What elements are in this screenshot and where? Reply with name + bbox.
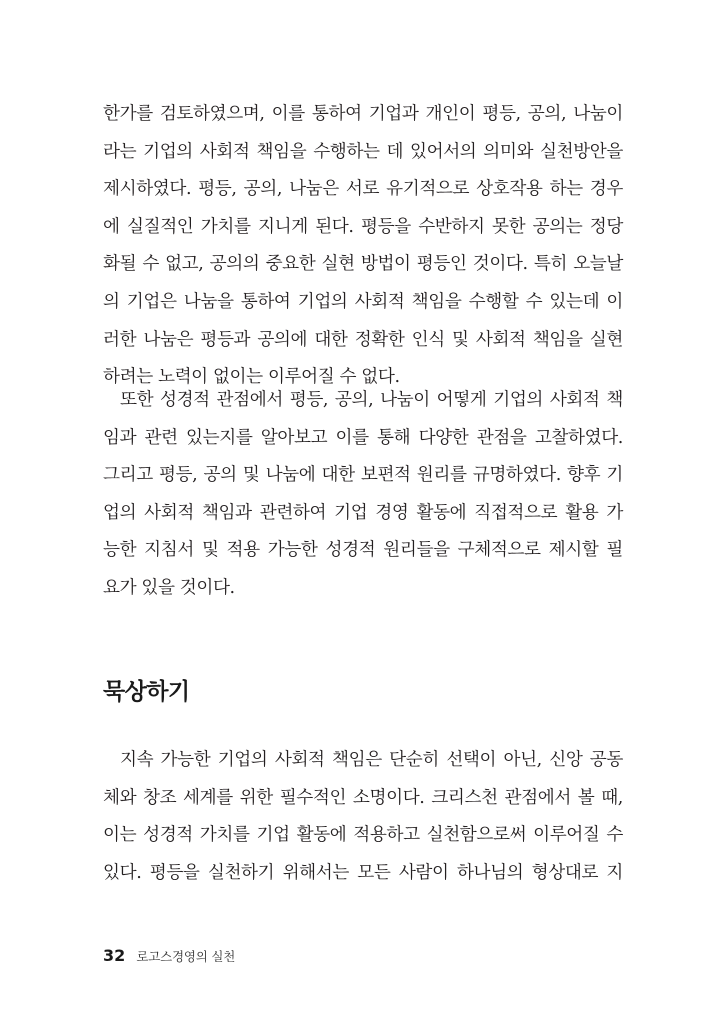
text-line: 있다. 평등을 실천하기 위해서는 모든 사람이 하나님의 형상대로 지 — [103, 862, 623, 883]
text-line: 의 기업은 나눔을 통하여 기업의 사회적 책임을 수행할 수 있는데 이 — [103, 291, 623, 312]
body-paragraph-1 — [103, 96, 623, 397]
text-line: 임과 관련 있는지를 알아보고 이를 통해 다양한 관점을 고찰하였다. — [103, 427, 623, 448]
text-line: 한가를 검토하였으며, 이를 통하여 기업과 개인이 평등, 공의, 나눔이 — [103, 104, 623, 124]
text-line: 또한 성경적 관점에서 평등, 공의, 나눔이 어떻게 기업의 사회적 책 — [120, 390, 623, 410]
text-line: 업의 사회적 책임과 관련하여 기업 경영 활동에 직접적으로 활용 가 — [103, 502, 623, 523]
page-number: 32 — [103, 946, 126, 965]
text-line: 능한 지침서 및 적용 가능한 성경적 원리들을 구체적으로 제시할 필 — [103, 540, 623, 561]
text-line: 체와 창조 세계를 위한 필수적인 소명이다. 크리스천 관점에서 볼 때, — [103, 787, 623, 808]
running-title: 로고스경영의 실천 — [136, 949, 236, 964]
body-paragraph-2 — [103, 382, 623, 608]
page-footer — [103, 944, 235, 968]
text-line: 화될 수 없고, 공의의 중요한 실현 방법이 평등인 것이다. 특히 오늘날 — [103, 254, 623, 275]
text-line: 그리고 평등, 공의 및 나눔에 대한 보편적 원리를 규명하였다. 향후 기 — [103, 465, 623, 486]
text-line: 러한 나눔은 평등과 공의에 대한 정확한 인식 및 사회적 책임을 실현 — [103, 329, 623, 350]
text-line: 에 실질적인 가치를 지니게 된다. 평등을 수반하지 못한 공의는 정당 — [103, 216, 623, 237]
text-line: 이는 성경적 가치를 기업 활동에 적용하고 실천함으로써 이루어질 수 — [103, 825, 623, 846]
text-line: 라는 기업의 사회적 책임을 수행하는 데 있어서의 의미와 실천방안을 — [103, 141, 623, 162]
text-line: 하려는 노력이 없이는 이루어질 수 없다. — [103, 367, 400, 388]
text-line: 지속 가능한 기업의 사회적 책임은 단순히 선택이 아닌, 신앙 공동 — [120, 750, 623, 770]
section-heading: 묵상하기 — [103, 679, 190, 705]
text-line: 요가 있을 것이다. — [103, 577, 235, 598]
section-paragraph — [103, 742, 623, 892]
text-line: 제시하였다. 평등, 공의, 나눔은 서로 유기적으로 상호작용 하는 경우 — [103, 179, 623, 200]
